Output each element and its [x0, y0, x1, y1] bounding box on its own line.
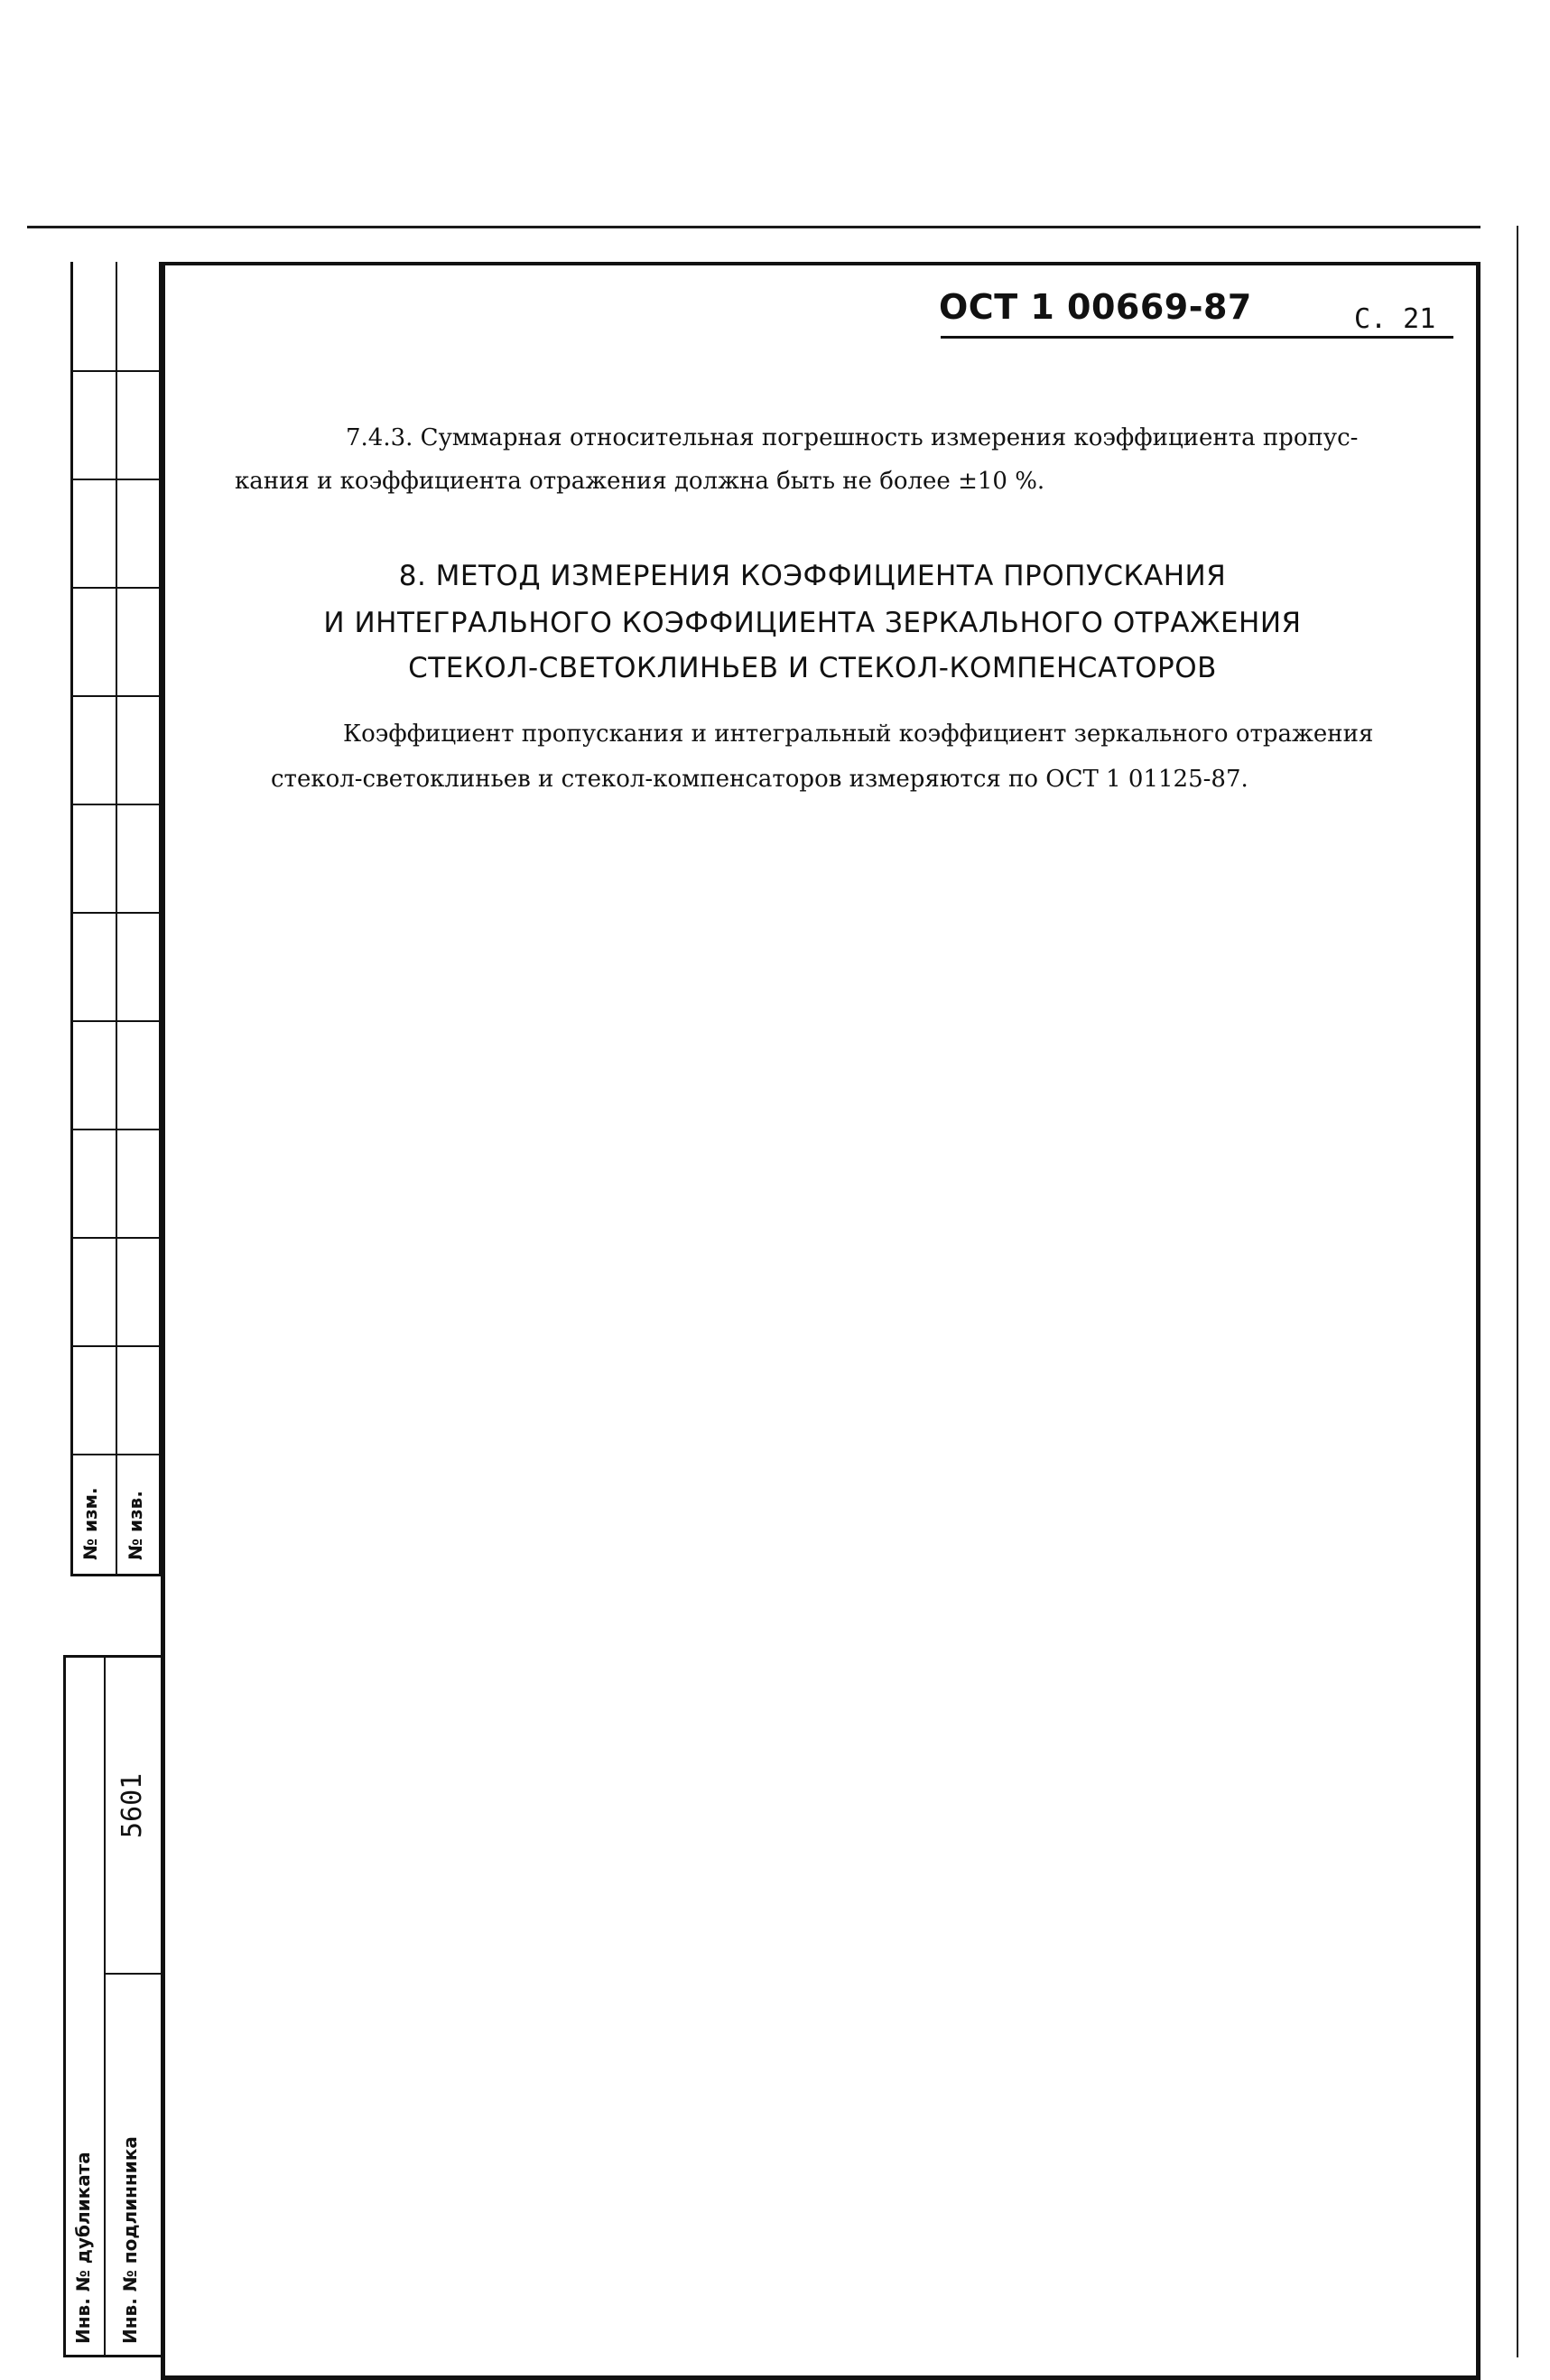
- document-code-underline: [941, 336, 1453, 339]
- paragraph-743-line-2: кания и коэффициента отражения должна быть не более ±10 %.: [235, 468, 1045, 495]
- inv-podlinnika-value: 5601: [116, 1772, 148, 1838]
- change-record-row-divider: [70, 370, 161, 372]
- change-record-column-izv: [117, 262, 161, 1574]
- change-record-bottom-line: [70, 1574, 161, 1576]
- right-margin-rule: [1517, 226, 1518, 2357]
- page-number: С. 21: [1354, 303, 1436, 335]
- section-8-body-line-1: Коэффициент пропускания и интегральный коэффициент зеркального отражения: [343, 721, 1374, 748]
- top-rule: [27, 226, 1480, 228]
- inventory-stamp-hline: [104, 1973, 161, 1975]
- section-8-heading-line-2: И ИНТЕГРАЛЬНОГО КОЭФФИЦИЕНТА ЗЕРКАЛЬНОГО ОТРАЖЕНИЯ: [323, 607, 1302, 639]
- change-record-row-divider: [70, 1345, 161, 1347]
- section-8-body-line-2: стекол-светоклиньев и стекол-компенсаторов измеряются по ОСТ 1 01125-87.: [271, 766, 1248, 793]
- label-no-izm: № изм.: [79, 1487, 101, 1560]
- change-record-column-izm: [70, 262, 117, 1574]
- inventory-stamp-divider: [104, 1655, 106, 2357]
- change-record-row-divider: [70, 1454, 161, 1455]
- label-inv-dublikata: Инв. № дубликата: [72, 2152, 94, 2344]
- document-code: ОСТ 1 00669-87: [939, 287, 1252, 327]
- label-no-izv: № изв.: [125, 1491, 146, 1560]
- paragraph-743-line-1: 7.4.3. Суммарная относительная погрешность измерения коэффициента пропус-: [346, 424, 1359, 451]
- change-record-row-divider: [70, 1020, 161, 1022]
- change-record-row-divider: [70, 587, 161, 589]
- change-record-row-divider: [70, 804, 161, 805]
- section-8-heading-line-1: 8. МЕТОД ИЗМЕРЕНИЯ КОЭФФИЦИЕНТА ПРОПУСКАНИЯ: [398, 560, 1227, 592]
- change-record-row-divider: [70, 479, 161, 480]
- change-record-row-divider: [70, 695, 161, 697]
- label-inv-podlinnika: Инв. № подлинника: [119, 2136, 141, 2344]
- section-8-heading-line-3: СТЕКОЛ-СВЕТОКЛИНЬЕВ И СТЕКОЛ-КОМПЕНСАТОРОВ: [408, 652, 1217, 684]
- change-record-row-divider: [70, 1129, 161, 1130]
- change-record-row-divider: [70, 1237, 161, 1239]
- change-record-row-divider: [70, 912, 161, 914]
